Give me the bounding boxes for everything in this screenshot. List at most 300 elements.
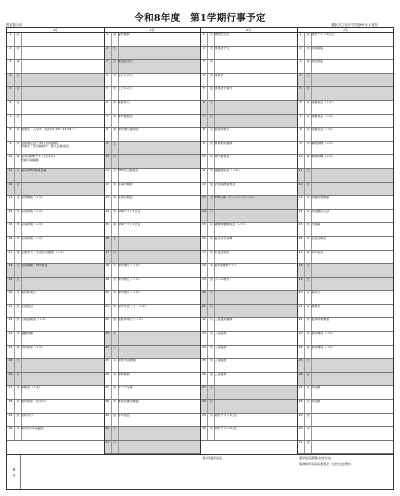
weekday-label: 日 [207,305,215,318]
day-number: 28 [201,400,206,404]
weekday-label: 水 [14,33,22,46]
weekday-label: 金 [207,183,215,196]
event-text: 体育祭練習開始 [117,400,139,404]
event-text: 振替休業日 [214,128,230,132]
day-number: 4 [106,73,109,77]
day-row [7,87,104,101]
weekday-label: 日 [14,87,22,100]
event-text: 耳鼻科検診 [117,182,133,186]
day-number: 23 [298,332,303,336]
month-column [7,28,104,489]
event-text: 体育祭 [214,73,224,77]
day-number: 24 [201,345,206,349]
weekday-label: 月 [14,196,22,209]
day-row [104,141,201,159]
day-number: 18 [298,264,303,268]
day-row [297,332,394,346]
weekday-label: 水 [207,346,215,359]
weekday-label: 土 [14,74,22,87]
day-number: 24 [8,345,13,349]
event-text: 学年集会 [311,250,324,254]
day-number: 12 [8,182,13,186]
day-row [297,155,394,169]
day-number: 21 [298,304,303,308]
event-text: 生徒会朝会 [214,250,230,254]
day-number: 16 [298,236,303,240]
day-number: 26 [105,372,110,376]
day-number: 15 [298,223,303,227]
day-number: 30 [8,427,13,431]
event-text: 職場体験（２年） [311,141,336,145]
note-text: 通学指定期間(全校生徒) [299,455,332,460]
day-number: 19 [201,277,206,281]
day-number: 12 [105,182,110,186]
event-text: 家庭訪問（３年） [21,236,46,240]
event-text: 心電図検査（１年） [21,318,49,322]
weekday-label: 火 [14,400,22,413]
day-number: 27 [201,386,206,390]
weekday-label: 水 [111,101,119,114]
event-text: 内科検診（１年） [21,345,46,349]
weekday-label: 土 [207,386,215,399]
day-number: 14 [8,209,13,213]
day-number: 17 [105,250,110,254]
day-row [200,332,297,346]
weekday-label: 火 [207,332,215,345]
day-row [200,128,297,142]
day-row [297,33,394,47]
day-number: 2 [106,46,109,50]
day-number: 5 [106,87,109,91]
weekday-label: 火 [14,210,22,223]
event-text: 授業参観・PTA総会 [21,264,48,268]
day-number: 9 [299,141,302,145]
day-row [104,128,201,142]
day-number: 11 [105,168,110,172]
weekday-label: 土 [111,427,119,440]
event-text: 期末テスト1日目 [214,413,238,417]
day-number: 11 [298,168,303,172]
day-row [7,155,104,169]
day-number: 20 [105,291,110,295]
weekday-label: 火 [111,183,119,196]
day-number: 28 [105,400,110,404]
weekday-label: 木 [111,115,119,128]
day-number: 19 [8,277,13,281]
event-text: 中間テスト2日目 [117,223,141,227]
weekday-label: 木 [207,359,215,372]
day-row [200,223,297,237]
day-row [297,73,394,91]
event-text: 体育祭予行 [214,46,230,50]
day-number: 27 [8,386,13,390]
day-number: 23 [105,332,110,336]
day-number: 5 [299,87,302,91]
weekday-label: 木 [207,169,215,182]
weekday-label: 木 [14,332,22,345]
weekday-label: 水 [207,155,215,168]
day-number: 11 [201,168,206,172]
event-text: 夏季補習（３年） [311,345,336,349]
weekday-label: 土 [14,169,22,182]
day-number: 27 [298,386,303,390]
month-header: 6月 [200,28,297,33]
day-number: 20 [8,291,13,295]
weekday-label: 土 [111,142,119,155]
weekday-label: 土 [304,169,312,182]
day-row [200,400,297,414]
day-row [297,345,394,363]
weekday-label: 月 [207,33,215,46]
day-row [200,318,297,332]
event-text: 特別時程 [311,46,324,50]
day-row [200,291,297,305]
day-row [200,359,297,373]
event-text: 教育実習開始 [117,359,136,363]
day-number: 25 [298,359,303,363]
weekday-label: 日 [304,183,312,196]
weekday-label: 水 [14,414,22,427]
event-text: 部活動 [311,400,321,404]
weekday-label: 日 [111,155,119,168]
day-number: 7 [299,114,302,118]
day-row [297,250,394,268]
event-text: こどもの日 [117,87,133,91]
weekday-label: 木 [207,264,215,277]
event-text: 歯科検診 [117,33,130,36]
day-row [7,73,104,91]
weekday-label: 木 [304,427,312,440]
event-text: 短縮授業開始 [311,196,330,200]
event-text: 夏季補習（３年） [311,332,336,336]
weekday-label: 金 [207,278,215,291]
day-number: 7 [9,114,12,118]
weekday-label: 金 [14,155,22,168]
day-number: 13 [105,196,110,200]
day-row [104,318,201,332]
weekday-label: 金 [111,223,119,236]
month-header: 7月 [297,28,394,33]
weekday-label: 火 [304,400,312,413]
day-row [104,359,201,373]
weekday-label: 金 [111,128,119,141]
event-text: 憲法記念日 [117,60,133,64]
day-row [7,318,104,332]
weekday-label: 水 [111,386,119,399]
day-number: 9 [9,141,12,145]
event-text: 生徒総会 [21,304,34,308]
weekday-label: 月 [14,386,22,399]
day-row [7,33,104,47]
day-number: 25 [8,359,13,363]
day-row [7,359,104,373]
weekday-label: 土 [207,196,215,209]
day-row [297,128,394,142]
day-row [297,291,394,305]
weekday-label: 月 [304,101,312,114]
event-text: 中間テスト1日目 [117,209,141,213]
weekday-label: 日 [111,251,119,264]
event-text: 三者面談 [214,359,227,363]
weekday-label: 月 [111,74,119,87]
weekday-label: 金 [304,346,312,359]
weekday-label: 火 [14,115,22,128]
event-text: 大掃除 [311,223,321,227]
weekday-label: 木 [14,237,22,250]
weekday-label: 日 [304,278,312,291]
weekday-label: 日 [207,115,215,128]
event-text: 修学旅行説明会 [117,128,139,132]
weekday-label: 水 [14,223,22,236]
weekday-label: 水 [304,414,312,427]
event-text: PTA行事（オープンスクール） [214,196,256,200]
day-number: 12 [201,182,206,186]
day-number: 30 [105,427,110,431]
day-number: 15 [105,223,110,227]
event-text: 学年集会 [117,413,130,417]
day-number: 5 [9,87,12,91]
day-row [7,223,104,237]
weekday-label: 月 [111,169,119,182]
weekday-label: 火 [207,142,215,155]
day-number: 25 [201,359,206,363]
day-number: 10 [105,155,110,159]
day-number: 22 [105,318,110,322]
weekday-label: 金 [14,346,22,359]
event-text: 昭和の日 [21,413,34,417]
day-number: 13 [201,196,206,200]
day-row [104,386,201,400]
weekday-label: 金 [111,414,119,427]
day-number: 9 [202,141,205,145]
day-row [297,87,394,101]
event-text: 進路説明会（３年） [214,168,242,172]
day-row [104,87,201,101]
event-text: 開校記念日 [214,33,230,36]
event-text: 身体測定(1～3年) 特別時程 対面式・部活動紹介・新入生歓迎会 [21,141,70,149]
day-row [104,291,201,305]
day-number: 4 [9,73,12,77]
event-text: 三者面談 [214,372,227,376]
month-column [104,28,201,489]
day-row [297,223,394,237]
weekday-label: 土 [14,264,22,277]
day-number: 26 [298,372,303,376]
event-text: 学校保健委員会 [214,182,236,186]
day-row [104,169,201,183]
weekday-label: 火 [304,210,312,223]
day-number: 1 [9,33,12,36]
day-number: 8 [202,128,205,132]
day-row [297,400,394,414]
day-number: 19 [105,277,110,281]
note-text: 第1回通学指定 [202,455,223,460]
day-row [200,345,297,363]
event-text: 生徒会朝会 [311,236,327,240]
event-text: 保護者会（１年） [311,100,336,104]
weekday-label: 月 [14,101,22,114]
weekday-label: 土 [14,359,22,372]
day-row [104,332,201,346]
header-left-note: 教室掲示用 [6,23,22,27]
day-number: 2 [202,46,205,50]
weekday-label: 日 [111,60,119,73]
day-row [104,441,201,455]
weekday-label: 水 [14,128,22,141]
day-number: 16 [105,236,110,240]
day-number: 17 [298,250,303,254]
day-number: 18 [201,264,206,268]
day-row [104,400,201,414]
header-right-note: 横浜市立石川中学校HP 4-1 配布 [331,23,378,27]
day-number: 28 [8,400,13,404]
weekday-label: 木 [304,237,312,250]
day-row [200,169,297,183]
weekday-label: 土 [304,264,312,277]
weekday-label: 金 [207,87,215,100]
event-text: 尿検査（１次） [21,386,43,390]
day-row [297,359,394,373]
event-text: 職場体験説明会（２年） [214,223,248,227]
weekday-label: 日 [207,400,215,413]
weekday-label: 金 [14,251,22,264]
weekday-label: 月 [304,386,312,399]
column-divider [104,28,105,489]
weekday-label: 木 [304,142,312,155]
day-number: 1 [106,33,109,36]
day-number: 2 [9,46,12,50]
event-text: 保護者会（３年） [311,128,336,132]
event-text: 避難訓練 [21,332,34,336]
weekday-label: 木 [207,74,215,87]
day-row [200,386,297,400]
day-number: 1 [299,33,302,36]
weekday-label: 火 [111,373,119,386]
day-number: 30 [298,427,303,431]
day-number: 21 [8,304,13,308]
weekday-label: 金 [304,60,312,73]
day-row [104,413,201,431]
day-row [7,332,104,346]
weekday-label: 月 [207,223,215,236]
weekday-label: 土 [207,291,215,304]
weekday-label: 火 [207,47,215,60]
day-number: 21 [105,304,110,308]
day-number: 18 [105,264,110,268]
day-number: 14 [298,209,303,213]
weekday-label: 土 [111,237,119,250]
day-row [200,277,297,295]
weekday-label: 月 [207,414,215,427]
day-number: 6 [106,100,109,104]
day-row [200,33,297,47]
weekday-label: 日 [111,346,119,359]
day-row [297,264,394,278]
weekday-label: 日 [304,87,312,100]
day-row [104,277,201,295]
event-text: 職場体験（２年） [311,155,336,159]
weekday-label: 火 [207,237,215,250]
weekday-label: 日 [14,183,22,196]
day-number: 9 [106,141,109,145]
day-row [7,169,104,183]
weekday-label: 金 [304,441,312,454]
day-row [104,223,201,237]
day-number: 26 [8,372,13,376]
day-number: 13 [8,196,13,200]
day-row [7,196,104,210]
weekday-label: 月 [304,291,312,304]
weekday-label: 金 [304,155,312,168]
weekday-label: 水 [207,251,215,264]
weekday-label: 土 [207,101,215,114]
event-text: 部活動 [311,386,321,390]
day-row [200,101,297,115]
schedule-table [6,27,394,490]
day-number: 17 [8,250,13,254]
column-divider [200,28,201,489]
event-text: 部活動壮行会 [311,209,330,213]
notes-row [7,454,393,490]
weekday-label: 火 [14,305,22,318]
weekday-label: 木 [304,332,312,345]
day-number: 21 [201,304,206,308]
notes-label: 備 考 [7,455,21,490]
day-number: 29 [8,413,13,417]
day-row [104,196,201,210]
weekday-label: 水 [304,33,312,46]
day-number: 15 [8,223,13,227]
day-number: 24 [105,345,110,349]
day-number: 14 [105,209,110,213]
event-text: 振替休日 [117,100,130,104]
event-text: 三者面談 [214,345,227,349]
day-number: 22 [298,318,303,322]
day-row [200,155,297,169]
weekday-label: 金 [111,318,119,331]
weekday-label: 水 [304,318,312,331]
weekday-label: 水 [304,223,312,236]
day-row [200,196,297,210]
day-number: 10 [298,155,303,159]
day-row [200,427,297,441]
day-row [104,155,201,169]
day-row [200,237,297,251]
event-text: 修学旅行（３年） [117,277,142,281]
weekday-label: 金 [14,60,22,73]
event-text: 家庭訪問（２年） [21,223,46,227]
day-number: 25 [105,359,110,363]
day-number: 7 [106,114,109,118]
day-row [297,141,394,159]
weekday-label: 金 [207,373,215,386]
weekday-label: 水 [304,128,312,141]
day-row [7,386,104,400]
day-number: 3 [106,60,109,64]
day-row [104,101,201,115]
page-title: 令和8年度 第1学期行事予定 [134,13,266,24]
event-text: 保護者会（２年） [311,114,336,118]
event-text: 三者面談 [214,332,227,336]
day-number: 1 [202,33,205,36]
day-number: 29 [105,413,110,417]
day-row [7,60,104,74]
day-number: 3 [9,60,12,64]
day-number: 20 [298,291,303,295]
event-text: みどりの日 [117,73,133,77]
day-number: 16 [201,236,206,240]
day-number: 18 [8,264,13,268]
